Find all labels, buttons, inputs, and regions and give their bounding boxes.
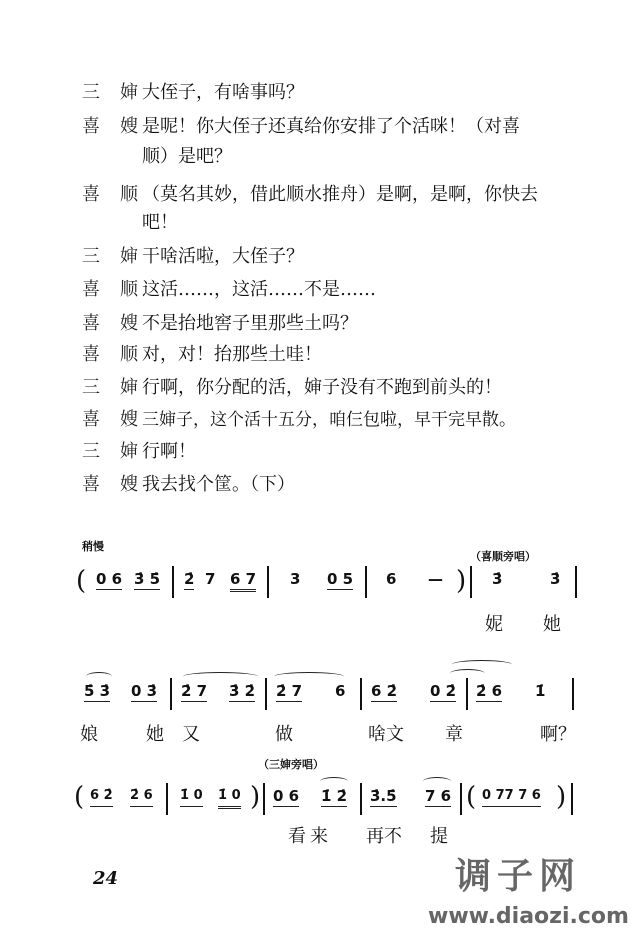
open-paren: ( bbox=[76, 566, 87, 596]
speaker: 喜嫂 bbox=[82, 474, 138, 495]
bar-line bbox=[267, 566, 269, 598]
line-text: 行啊，你分配的活，婶子没有不跑到前头的！ bbox=[142, 377, 502, 398]
note-group: 6 7 bbox=[230, 570, 256, 592]
line-text: 不是抬地窖子里那些土吗？ bbox=[142, 313, 358, 334]
speaker: 三婶 bbox=[82, 82, 138, 103]
dialogue-line bbox=[82, 279, 376, 301]
slur bbox=[274, 672, 344, 681]
performance-note: （三婶旁唱） bbox=[258, 758, 324, 771]
note: 3 bbox=[290, 570, 301, 588]
lyric: 啥文 bbox=[368, 724, 404, 745]
note: 3̇ bbox=[492, 570, 503, 588]
bar-line bbox=[575, 566, 577, 598]
note: 6 bbox=[386, 570, 397, 588]
line-text: 行啊！ bbox=[142, 441, 196, 462]
line-text: 这活……，这活……不是…… bbox=[142, 279, 376, 300]
dialogue-line bbox=[82, 344, 322, 366]
speaker: 三婶 bbox=[82, 246, 138, 267]
note-group: 0 2̇ bbox=[430, 682, 457, 700]
dialogue-line bbox=[82, 313, 358, 335]
note-group: 2̇ 7 bbox=[276, 682, 303, 700]
close-paren: ) bbox=[250, 782, 261, 812]
note-group: 6 2̇ bbox=[90, 787, 113, 807]
note-group: 1̇ 2̇ bbox=[321, 787, 348, 805]
dash-extension: — bbox=[428, 570, 443, 588]
note: 3̇ bbox=[550, 570, 561, 588]
slur bbox=[452, 660, 512, 669]
line-text: 对，对！抬那些土哇！ bbox=[142, 344, 322, 365]
lyric: 再不 bbox=[366, 826, 402, 847]
line-text: 我去找个筐。（下） bbox=[142, 474, 295, 495]
close-paren: ) bbox=[456, 566, 467, 596]
dialogue-line bbox=[82, 474, 295, 496]
note-group: 3̇ 5̇ bbox=[134, 570, 161, 588]
slur bbox=[183, 672, 258, 681]
note-group: 3̇ 2̇ bbox=[229, 682, 256, 700]
note: 2̇ bbox=[184, 570, 195, 588]
note: 1̇ bbox=[535, 682, 546, 700]
lyric: 啊？ bbox=[540, 724, 576, 745]
speaker: 喜顺 bbox=[82, 279, 138, 300]
bar-line bbox=[263, 783, 265, 815]
bar-line bbox=[170, 678, 172, 710]
slur bbox=[320, 777, 348, 786]
note-group: 5̇ 3̇ bbox=[84, 682, 111, 700]
performance-note: （喜顺旁唱） bbox=[470, 550, 536, 563]
note-group: 3̇.5̇ bbox=[370, 787, 397, 805]
close-paren: ) bbox=[556, 782, 567, 812]
lyric: 妮 bbox=[485, 614, 503, 635]
speaker: 喜嫂 bbox=[82, 313, 138, 334]
note-group: 2̇ 6 bbox=[476, 682, 503, 700]
bar-line bbox=[571, 783, 573, 815]
note: 6 bbox=[335, 682, 346, 700]
lyric: 又 bbox=[182, 724, 200, 745]
bar-line bbox=[470, 566, 472, 598]
line-text: 大侄子，有啥事吗？ bbox=[142, 82, 304, 103]
note-group: 0 6 bbox=[96, 570, 123, 588]
speaker: 喜嫂 bbox=[82, 409, 138, 430]
bar-line bbox=[360, 678, 362, 710]
watermark-url: www.diaozi.com bbox=[428, 904, 629, 929]
note: 7 bbox=[205, 570, 216, 588]
note-group: 1̇ 0 bbox=[180, 787, 203, 807]
speaker: 喜嫂 bbox=[82, 116, 138, 137]
open-paren: ( bbox=[466, 782, 477, 812]
bar-line bbox=[572, 678, 574, 710]
note-group: 0 5 bbox=[327, 570, 354, 588]
dialogue-line bbox=[82, 377, 502, 399]
line-text: 三婶子，这个活十五分，咱仨包啦，早干完早散。 bbox=[142, 410, 516, 430]
line-text: （莫名其妙，借此顺水推舟）是啊，是啊，你快去 bbox=[142, 184, 538, 205]
speaker: 喜顺 bbox=[82, 184, 138, 205]
bar-line bbox=[360, 783, 362, 815]
lyric: 她 bbox=[543, 614, 561, 635]
line-continuation: 顺）是吧？ bbox=[142, 146, 232, 167]
note-group: 0 6 bbox=[273, 787, 300, 805]
note-group: 2̇ 7 bbox=[181, 682, 208, 700]
speaker: 三婶 bbox=[82, 377, 138, 398]
lyric: 章 bbox=[445, 724, 463, 745]
note-group: 0 77 7 6 bbox=[482, 787, 541, 807]
speaker: 喜顺 bbox=[82, 344, 138, 365]
dialogue-line bbox=[82, 246, 304, 268]
dialogue-line bbox=[82, 184, 538, 206]
watermark-title: 调子网 bbox=[455, 856, 582, 897]
lyric: 看来 bbox=[288, 826, 332, 847]
note-group: 1̇ 0 bbox=[218, 787, 241, 809]
bar-line bbox=[265, 678, 267, 710]
note-group: 2̇ 6 bbox=[130, 787, 153, 807]
open-paren: ( bbox=[74, 782, 85, 812]
lyric: 做 bbox=[275, 724, 293, 745]
lyric: 她 bbox=[146, 724, 164, 745]
bar-line bbox=[460, 783, 462, 815]
line-text: 是呢！你大侄子还真给你安排了个活咪！（对喜 bbox=[142, 116, 520, 137]
lyric: 提 bbox=[430, 826, 448, 847]
bar-line bbox=[466, 678, 468, 710]
line-text: 干啥活啦，大侄子？ bbox=[142, 246, 304, 267]
line-continuation: 吧！ bbox=[142, 212, 178, 233]
note-group: 7 6 bbox=[425, 787, 452, 805]
bar-line bbox=[172, 566, 174, 598]
bar-line bbox=[365, 566, 367, 598]
dialogue-line bbox=[82, 409, 516, 431]
dialogue-line bbox=[82, 441, 196, 463]
dialogue-line bbox=[82, 82, 304, 104]
slur bbox=[423, 777, 451, 786]
bar-line bbox=[166, 783, 168, 815]
slur bbox=[86, 672, 112, 681]
lyric: 娘 bbox=[80, 724, 98, 745]
note-group: 0 3̇ bbox=[131, 682, 158, 700]
tempo-marking: 稍慢 bbox=[82, 540, 104, 553]
speaker: 三婶 bbox=[82, 441, 138, 462]
note-group: 6 2̇ bbox=[371, 682, 398, 700]
dialogue-line bbox=[82, 116, 520, 138]
slur bbox=[450, 669, 485, 678]
page-number: 24 bbox=[93, 868, 119, 889]
